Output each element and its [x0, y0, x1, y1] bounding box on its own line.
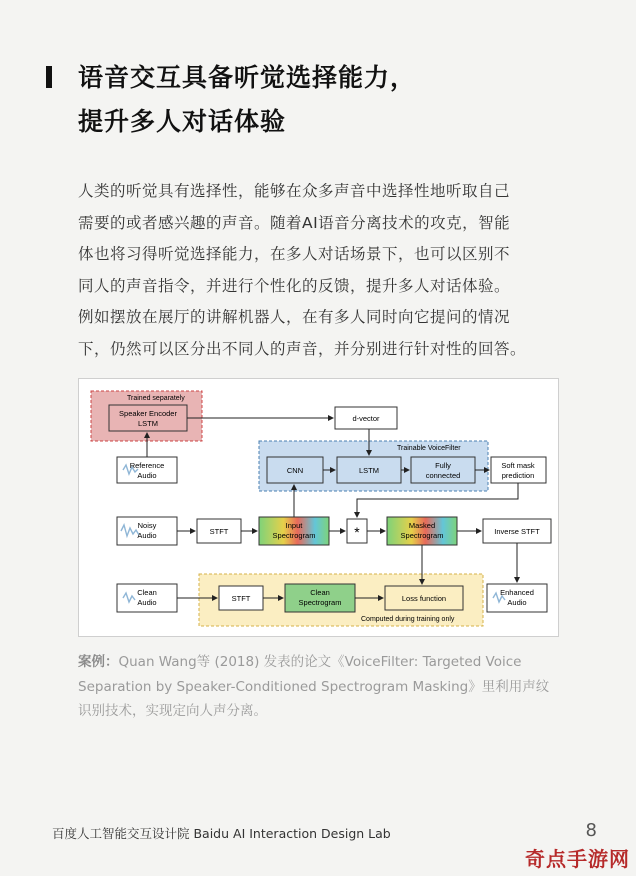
- body-line: 同人的声音指令，并进行个性化的反馈，提升多人对话体验。: [78, 276, 511, 295]
- fully-connected-label: connected: [425, 471, 461, 480]
- enhanced-audio-label: Audio: [507, 598, 527, 607]
- clean-spectrogram-label: Spectrogram: [298, 598, 342, 607]
- inverse-stft-label: Inverse STFT: [494, 527, 540, 536]
- voicefilter-diagram: [78, 378, 559, 637]
- page-title: [78, 56, 598, 144]
- caption-line-3: 识别技术，实现定向人声分离。: [78, 703, 267, 719]
- body-line: 下，仍然可以区分出不同人的声音，并分别进行针对性的回答。: [78, 339, 527, 358]
- loss-function-label: Loss function: [401, 594, 447, 603]
- masked-spectrogram-label: Spectrogram: [400, 531, 444, 540]
- speaker-encoder-label: LSTM: [137, 419, 159, 428]
- body-line: 需要的或者感兴趣的声音。随着AI语音分离技术的攻克，智能: [78, 213, 511, 232]
- trainable-voicefilter-label: Trainable VoiceFilter: [397, 445, 461, 452]
- site-watermark: 奇点手游网: [525, 847, 630, 871]
- stft-clean-label: STFT: [231, 594, 251, 603]
- noisy-audio-label: Audio: [137, 531, 157, 540]
- reference-audio-label: Reference: [129, 461, 165, 470]
- cnn-label: CNN: [286, 466, 304, 475]
- training-only-label: Computed during training only: [361, 616, 455, 623]
- speaker-encoder-label: Speaker Encoder: [119, 409, 177, 418]
- multiply-label: *: [354, 524, 360, 540]
- d-vector-label: d-vector: [352, 414, 380, 423]
- body-line: 体也将习得听觉选择能力，在多人对话场景下，也可以区别不: [78, 245, 511, 263]
- masked-spectrogram-label: Masked: [408, 521, 436, 530]
- trained-separately-label: Trained separately: [127, 395, 185, 402]
- clean-spectrogram-label: Clean: [310, 588, 330, 597]
- lstm-label: LSTM: [358, 466, 380, 475]
- body-line: 例如摆放在展厅的讲解机器人，在有多人同时向它提问的情况: [78, 308, 511, 326]
- body-line: 人类的听觉具有选择性，能够在众多声音中选择性地听取自己: [78, 182, 511, 200]
- enhanced-audio-label: Enhanced: [500, 588, 534, 597]
- figure-caption: [78, 650, 568, 724]
- clean-audio-label: Clean: [137, 588, 157, 597]
- title-line-2: 提升多人对话体验: [78, 107, 287, 136]
- title-line-1: 语音交互具备听觉选择能力，: [78, 63, 417, 92]
- noisy-audio-label: Noisy: [137, 521, 157, 530]
- input-spectrogram-label: Input: [285, 521, 303, 530]
- fully-connected-label: Fully: [435, 461, 451, 470]
- footer-lab-name: 百度人工智能交互设计院 Baidu AI Interaction Design Lab: [52, 826, 391, 841]
- input-spectrogram-label: Spectrogram: [272, 531, 316, 540]
- caption-lead: 案例：: [78, 654, 119, 670]
- clean-audio-label: Audio: [137, 598, 157, 607]
- title-accent-bar: [46, 66, 52, 88]
- soft-mask-label: Soft mask: [501, 461, 535, 470]
- diagram-svg: [79, 379, 560, 638]
- page-number: 8: [585, 820, 597, 841]
- body-paragraph: [78, 176, 568, 365]
- stft-label: STFT: [209, 527, 229, 536]
- caption-line-2: Separation by Speaker-Conditioned Spectrogram Masking》里利用声纹: [78, 678, 550, 695]
- reference-audio-label: Audio: [137, 471, 157, 480]
- caption-text: Quan Wang等 (2018) 发表的论文《VoiceFilter: Targeted Voice: [118, 654, 522, 670]
- caption-line-1: [78, 650, 568, 675]
- soft-mask-label: prediction: [501, 471, 535, 480]
